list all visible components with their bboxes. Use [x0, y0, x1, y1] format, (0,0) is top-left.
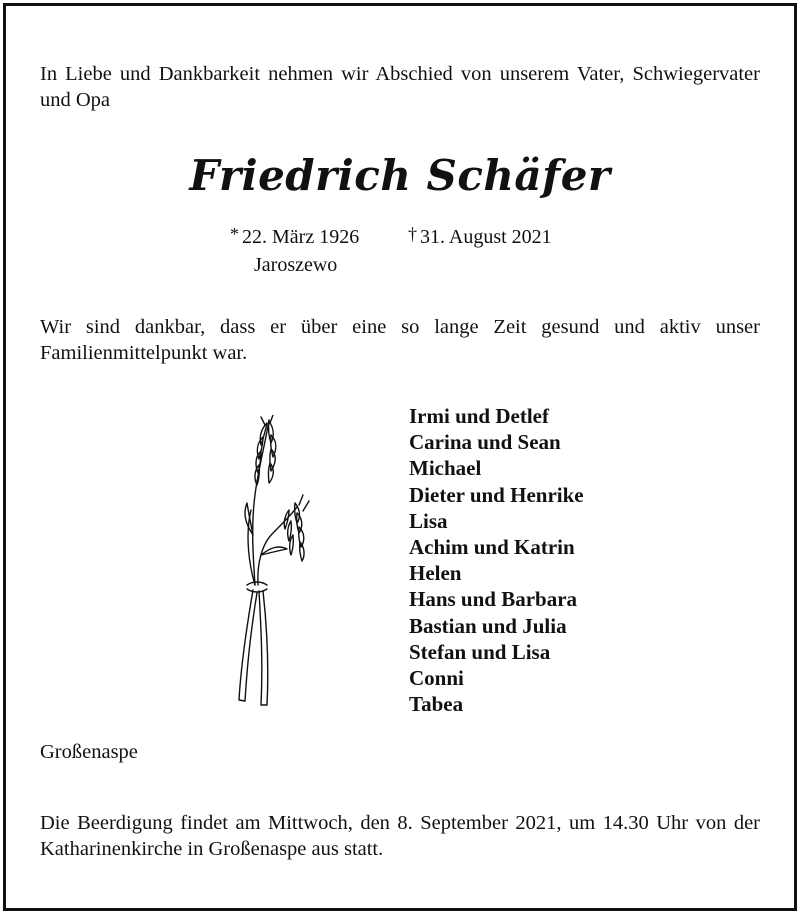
mourner-item: Lisa: [409, 508, 448, 533]
birth-place: Jaroszewo: [254, 254, 338, 276]
birth-info: [230, 222, 359, 249]
mourner-item: Hans und Barbara: [409, 587, 578, 612]
birth-date: 22. März 1926: [242, 226, 360, 248]
mourner-item: Dieter und Henrike: [409, 482, 584, 507]
funeral-text: Die Beerdigung findet am Mittwoch, den 8. September 2021, um 14.30 Uhr von der Katharinenkirche in Großenaspe aus statt.: [40, 812, 760, 860]
mourner-item: Conni: [409, 666, 464, 691]
mourner-item: Irmi und Detlef: [409, 404, 549, 428]
place-name: Großenaspe: [40, 741, 138, 763]
death-info: [408, 222, 552, 249]
mourner-list: [409, 403, 584, 717]
mourner-item: Achim und Katrin: [409, 535, 575, 560]
deceased-name: Friedrich Schäfer: [189, 151, 611, 200]
intro-text: In Liebe und Dankbarkeit nehmen wir Abschied von unserem Vater, Schwiegervater und Opa: [40, 63, 760, 111]
death-symbol: †: [408, 224, 417, 244]
mourner-item: Tabea: [409, 692, 464, 717]
tribute-text: Wir sind dankbar, dass er über eine so lange Zeit gesund und aktiv unser Familienmittelpunkt war.: [40, 316, 760, 364]
mourner-item: Michael: [409, 456, 482, 481]
mourner-item: Carina und Sean: [409, 430, 561, 455]
death-date: 31. August 2021: [420, 226, 552, 248]
birth-symbol: *: [230, 224, 239, 244]
mourner-item: Stefan und Lisa: [409, 639, 551, 664]
wheat-icon: [225, 415, 325, 715]
notice-border: [3, 3, 797, 911]
mourner-item: Bastian und Julia: [409, 613, 567, 638]
mourner-item: Helen: [409, 561, 462, 586]
